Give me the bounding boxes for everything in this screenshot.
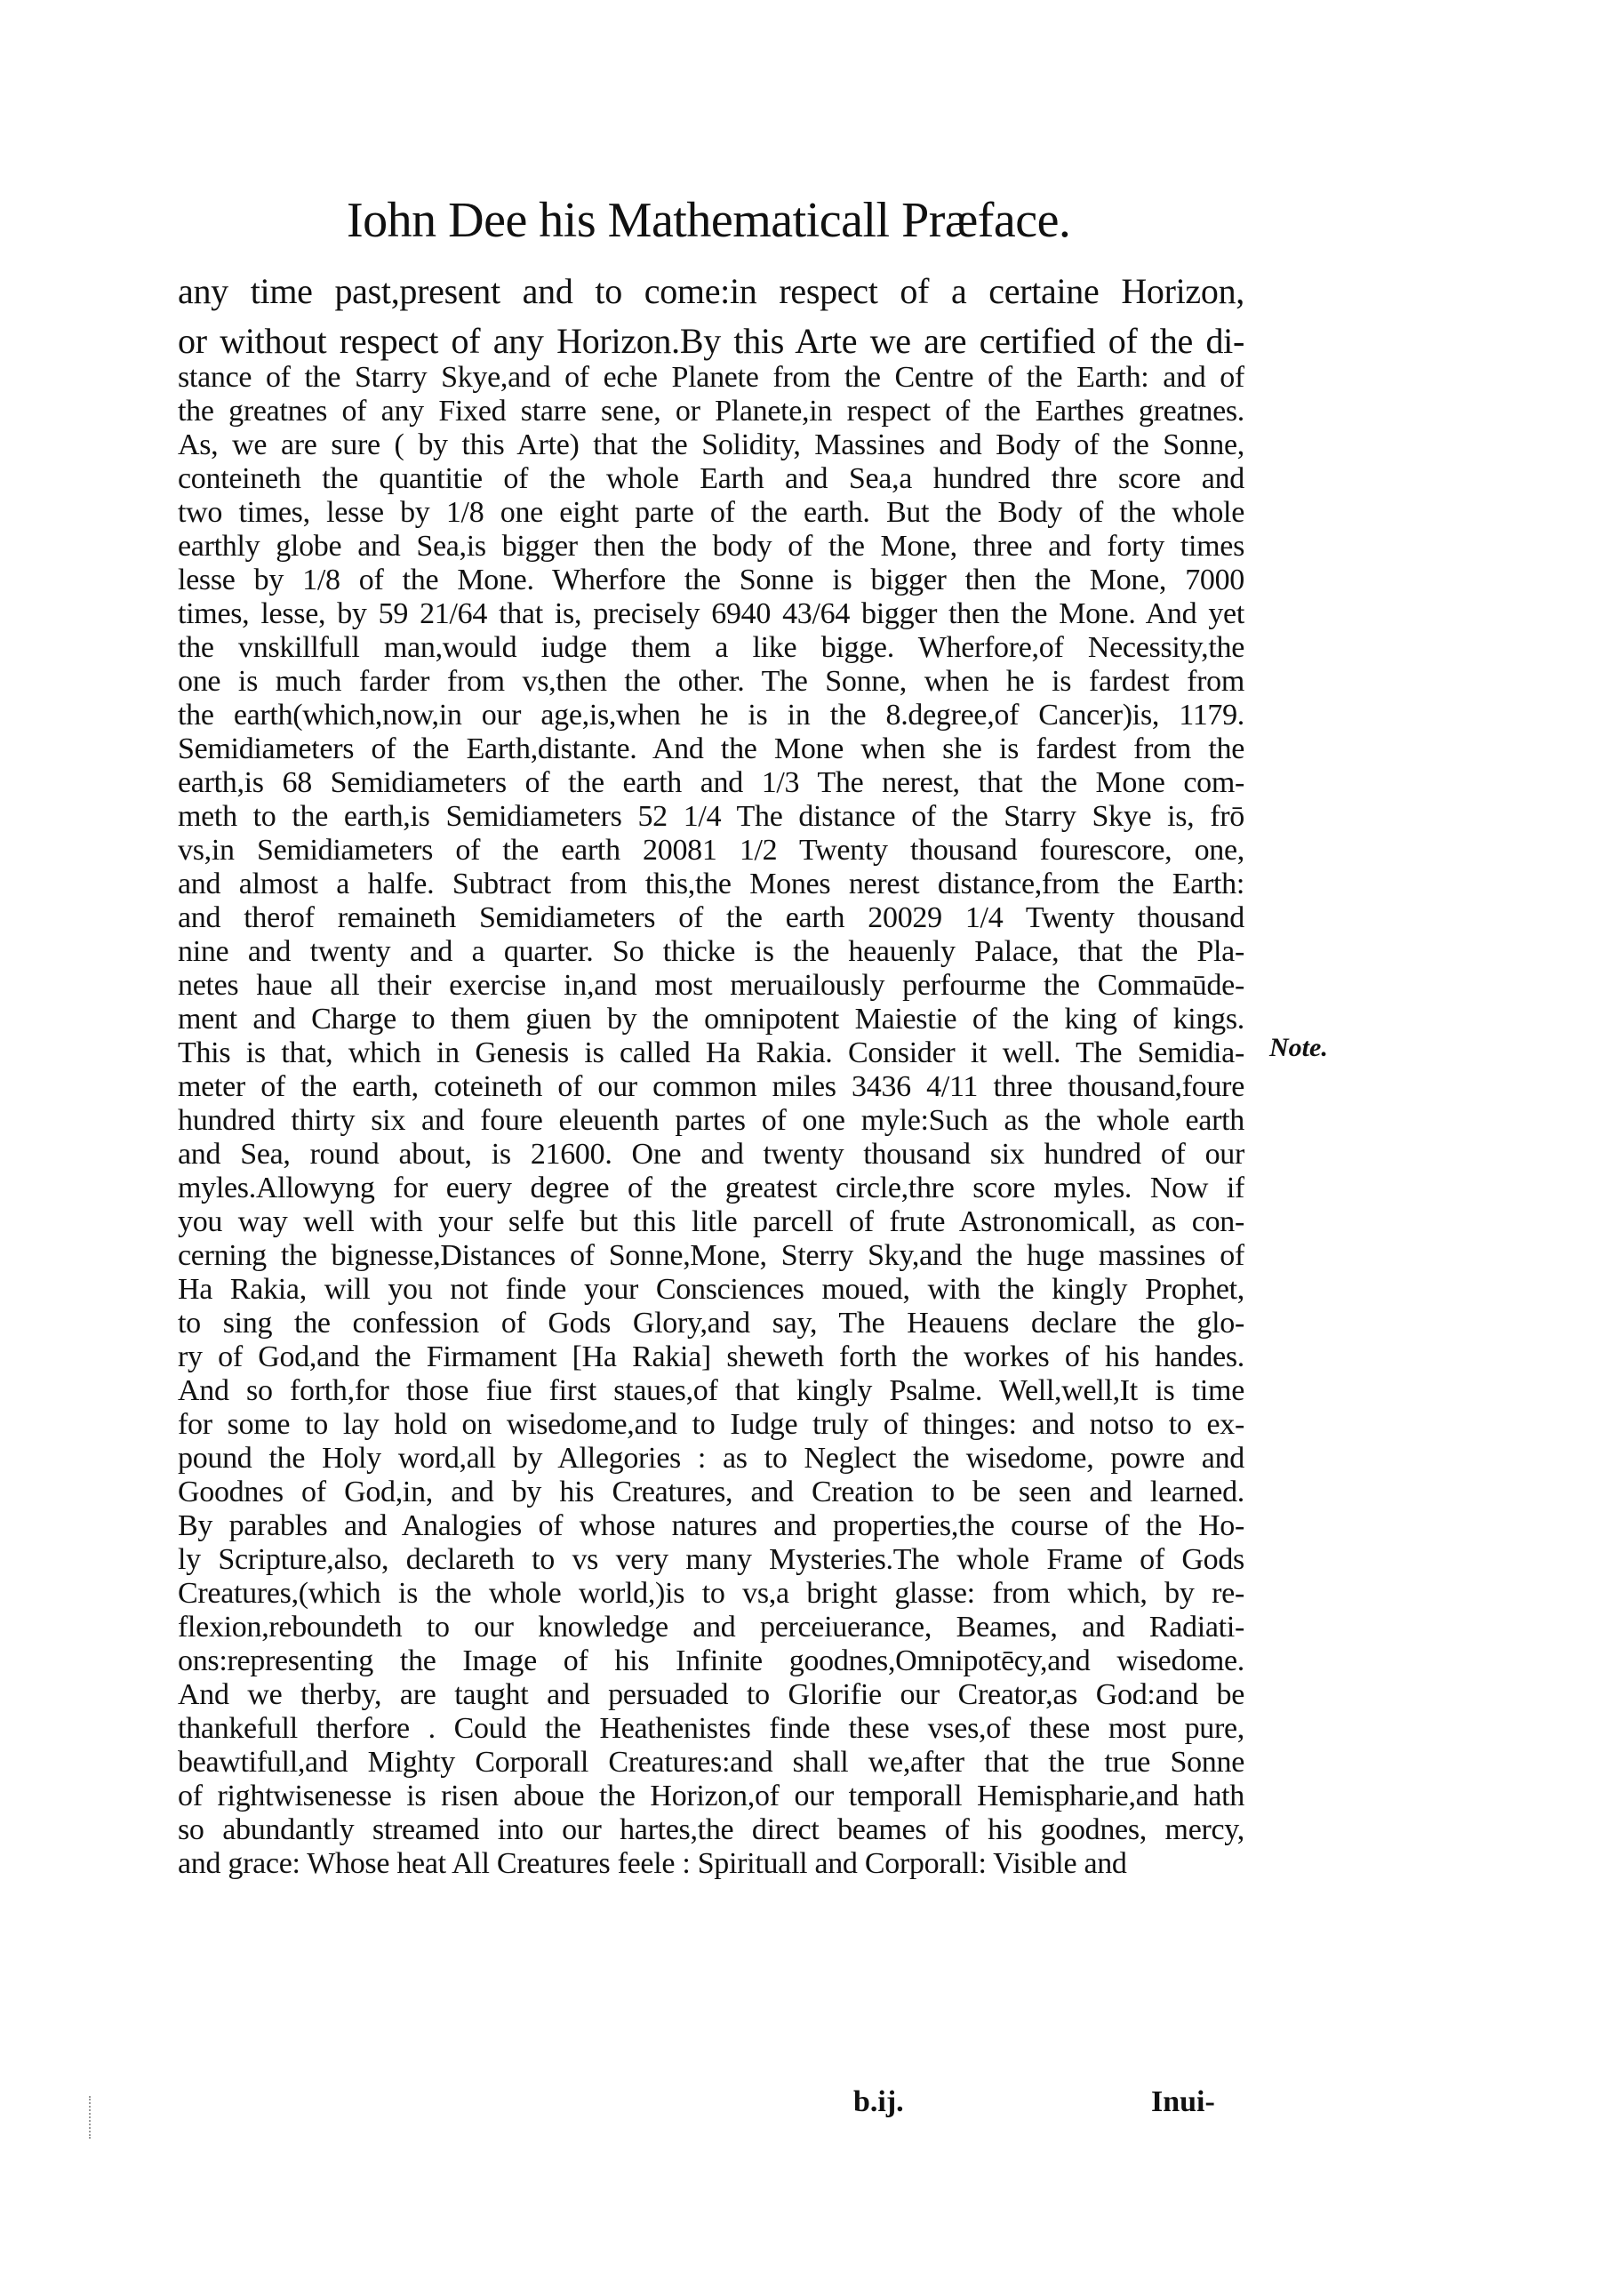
text-line: meth to the earth,is Semidiameters 52 1/4 The distance of the Starry Skye is, frō xyxy=(178,800,1244,833)
text-line: the greatnes of any Fixed starre sene, or Planete,in respect of the Earthes greatnes. xyxy=(178,395,1244,428)
text-line: thankefull therfore . Could the Heathenistes finde these vses,of these most pure, xyxy=(178,1712,1244,1745)
text-line: ly Scripture,also, declareth to vs very many Mysteries.The whole Frame of Gods xyxy=(178,1543,1244,1576)
text-line: and almost a halfe. Subtract from this,the Mones nerest distance,from the Earth: xyxy=(178,868,1244,900)
text-line: beawtifull,and Mighty Corporall Creatures:and shall we,after that the true Sonne xyxy=(178,1746,1244,1779)
body-text xyxy=(178,267,1244,1881)
text-line: conteineth the quantitie of the whole Earth and Sea,a hundred thre score and xyxy=(178,462,1244,495)
text-line: nine and twenty and a quarter. So thicke is the heauenly Palace, that the Pla- xyxy=(178,935,1244,968)
text-line: the earth(which,now,in our age,is,when he is in the 8.degree,of Cancer)is, 1179. xyxy=(178,699,1244,732)
text-line: Semidiameters of the Earth,distante. And the Mone when she is fardest from the xyxy=(178,732,1244,765)
text-line: And so forth,for those fiue first staues,of that kingly Psalme. Well,well,It is time xyxy=(178,1374,1244,1407)
text-line: one is much farder from vs,then the other. The Sonne, when he is fardest from xyxy=(178,665,1244,698)
text-line: any time past,present and to come:in respect of a certaine Horizon, xyxy=(178,271,1244,311)
text-line: flexion,reboundeth to our knowledge and perceiuerance, Beames, and Radiati- xyxy=(178,1611,1244,1644)
text-line: earthly globe and Sea,is bigger then the body of the Mone, three and forty times xyxy=(178,530,1244,563)
text-line: for some to lay hold on wisedome,and to Iudge truly of thinges: and notso to ex- xyxy=(178,1408,1244,1441)
margin-scan-mark xyxy=(89,2096,92,2139)
text-line: netes haue all their exercise in,and most meruailously perfourme the Commaūde- xyxy=(178,969,1244,1002)
text-line: you way well with your selfe but this litle parcell of frute Astronomicall, as con- xyxy=(178,1205,1244,1238)
text-line: of rightwisenesse is risen aboue the Horizon,of our temporall Hemispharie,and hath xyxy=(178,1780,1244,1812)
margin-note: Note. xyxy=(1269,1033,1328,1062)
text-line: vs,in Semidiameters of the earth 20081 1/2 Twenty thousand fourescore, one, xyxy=(178,834,1244,867)
text-line: or without respect of any Horizon.By this Arte we are certified of the di- xyxy=(178,321,1244,361)
text-line: hundred thirty six and foure eleuenth partes of one myle:Such as the whole earth xyxy=(178,1104,1244,1137)
catchword: Inui- xyxy=(1151,2085,1215,2118)
text-line: Creatures,(which is the whole world,)is to vs,a bright glasse: from which, by re- xyxy=(178,1577,1244,1610)
text-line: so abundantly streamed into our hartes,the direct beames of his goodnes, mercy, xyxy=(178,1813,1244,1846)
text-line: Goodnes of God,in, and by his Creatures, and Creation to be seen and learned. xyxy=(178,1476,1244,1508)
text-line: cerning the bignesse,Distances of Sonne,Mone, Sterry Sky,and the huge massines of xyxy=(178,1239,1244,1272)
text-line: two times, lesse by 1/8 one eight parte of the earth. But the Body of the whole xyxy=(178,496,1244,529)
text-line: the vnskillfull man,would iudge them a like bigge. Wherfore,of Necessity,the xyxy=(178,631,1244,664)
text-line: meter of the earth, coteineth of our common miles 3436 4/11 three thousand,foure xyxy=(178,1070,1244,1103)
text-line: and grace: Whose heat All Creatures feele : Spirituall and Corporall: Visible and xyxy=(178,1847,1127,1880)
text-line: lesse by 1/8 of the Mone. Wherfore the Sonne is bigger then the Mone, 7000 xyxy=(178,564,1244,596)
text-line: and Sea, round about, is 21600. One and twenty thousand six hundred of our xyxy=(178,1138,1244,1171)
text-line: ment and Charge to them giuen by the omnipotent Maiestie of the king of kings. xyxy=(178,1003,1244,1036)
signature-mark: b.ij. xyxy=(853,2085,904,2118)
text-line: pound the Holy word,all by Allegories : as to Neglect the wisedome, powre and xyxy=(178,1442,1244,1475)
text-line: times, lesse, by 59 21/64 that is, precisely 6940 43/64 bigger then the Mone. And yet xyxy=(178,597,1244,630)
text-line: and therof remaineth Semidiameters of the earth 20029 1/4 Twenty thousand xyxy=(178,901,1244,934)
text-line: stance of the Starry Skye,and of eche Planete from the Centre of the Earth: and of xyxy=(178,361,1244,394)
text-line: By parables and Analogies of whose natures and properties,the course of the Ho- xyxy=(178,1509,1244,1542)
text-line: earth,is 68 Semidiameters of the earth and 1/3 The nerest, that the Mone com- xyxy=(178,766,1244,799)
text-line: As, we are sure ( by this Arte) that the Solidity, Massines and Body of the Sonne, xyxy=(178,428,1244,461)
text-line: This is that, which in Genesis is called Ha Rakia. Consider it well. The Semidia- xyxy=(178,1036,1244,1069)
text-line: myles.Allowyng for euery degree of the greatest circle,thre score myles. Now if xyxy=(178,1172,1244,1204)
text-line: to sing the confession of Gods Glory,and say, The Heauens declare the glo- xyxy=(178,1307,1244,1340)
text-line: Ha Rakia, will you not finde your Consciences moued, with the kingly Prophet, xyxy=(178,1273,1244,1306)
text-line: ry of God,and the Firmament [Ha Rakia] sheweth forth the workes of his handes. xyxy=(178,1340,1244,1373)
running-head: Iohn Dee his Mathematicall Præface. xyxy=(347,193,1071,248)
text-line: ons:representing the Image of his Infinite goodnes,Omnipotēcy,and wisedome. xyxy=(178,1644,1244,1677)
text-line: And we therby, are taught and persuaded to Glorifie our Creator,as God:and be xyxy=(178,1678,1244,1711)
